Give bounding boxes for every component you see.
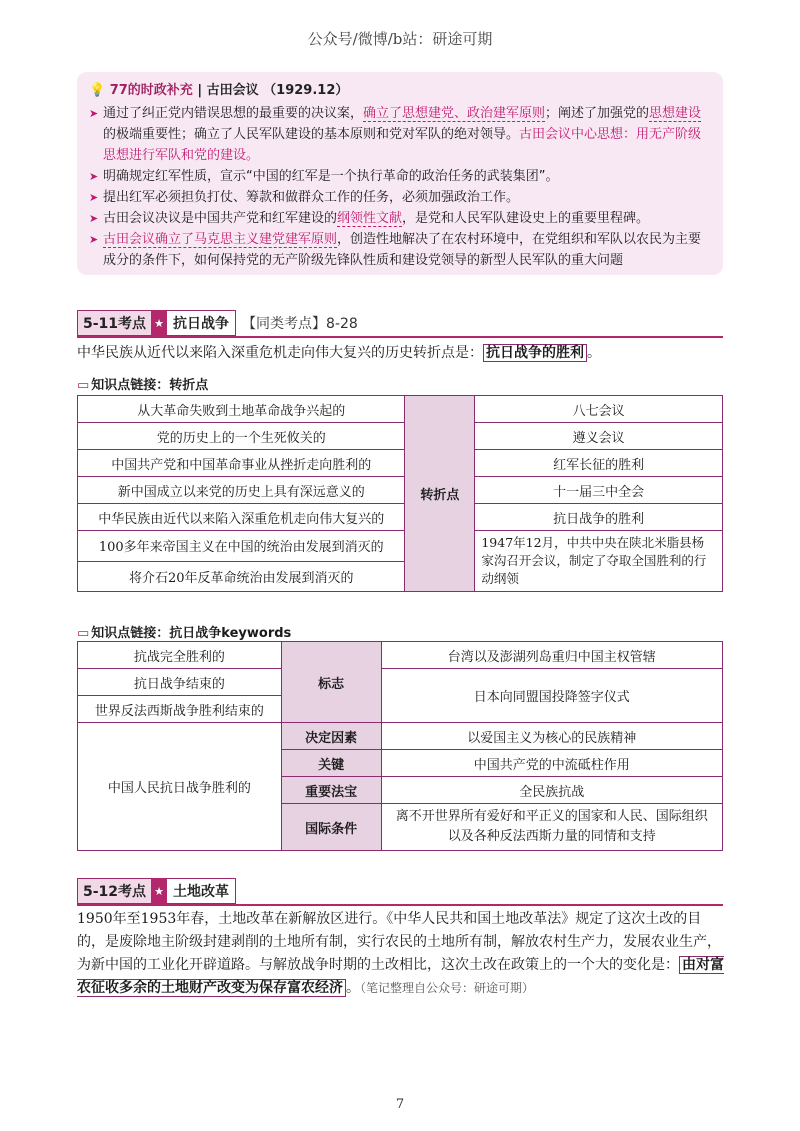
section-divider: [77, 336, 723, 338]
table-cell: 八七会议: [475, 396, 723, 423]
table-cell: 世界反法西斯战争胜利结束的: [78, 696, 282, 723]
similar-points: 【同类考点】8-28: [242, 316, 358, 332]
supplement-item: [89, 208, 711, 229]
section2-text: [77, 908, 727, 1000]
book-icon: ▭: [77, 626, 90, 641]
row-value: 以爱国主义为核心的民族精神: [381, 723, 723, 750]
table-cell: 将介石20年反革命统治由发展到消灭的: [78, 561, 405, 592]
page-header: 公众号/微博/b站：研途可期: [307, 30, 493, 48]
star-icon: ★: [151, 878, 167, 904]
table-cell: 红军长征的胜利: [475, 450, 723, 477]
supplement-tag: 77的时政补充: [109, 83, 193, 98]
row-value: 中国共产党的中流砥柱作用: [381, 750, 723, 777]
supplement-text: 思想建设: [649, 106, 702, 121]
lightbulb-icon: 💡: [89, 83, 106, 98]
turning-point-table: [77, 395, 723, 592]
section1-text-after: 。: [587, 345, 601, 361]
table-cell: 抗日战争结束的: [78, 669, 282, 696]
supplement-text: 通过了纠正党内错误思想的最重要的决议案，: [103, 106, 364, 121]
table-cell: 从大革命失败到土地革命战争兴起的: [78, 396, 405, 423]
section2-after: 。: [346, 980, 360, 996]
table-cell: 遵义会议: [475, 423, 723, 450]
table-cell: 中国共产党和中国革命事业从挫折走向胜利的: [78, 450, 405, 477]
supplement-text: ；阐述了加强党的: [545, 106, 650, 121]
supplement-item: [89, 187, 711, 208]
supplement-item: [89, 166, 711, 187]
section-divider: [77, 904, 723, 906]
page-number: 7: [395, 1097, 405, 1112]
row-key: 重要法宝: [281, 777, 381, 804]
supplement-text: 古田会议中心思想：用无产阶级思想进行军队和党的建设。: [103, 127, 702, 163]
section2-body: 1950年至1953年春，土地改革在新解放区进行。《中华人民共和国土地改革法》规定了这次土改的目的，是废除地主阶级封建剥削的土地所有制，实行农民的土地所有制，解放农村生产力，发展农业生产，为新中国的工业化开辟道路。与解放战争时期的土改相比，这次土改在政策上的一个大的变化是：: [77, 911, 721, 973]
table-cell: 党的历史上的一个生死攸关的: [78, 423, 405, 450]
star-icon: ★: [151, 310, 167, 336]
supplement-text: ，创造性地解决了在农村环境中，在党组织和军队以农民为主要成分的条件下，如何保持党的无产阶级先锋队性质和建设党领导的新型人民军队的重大问题: [103, 232, 702, 268]
supplement-item: [89, 229, 711, 271]
supplement-item: [89, 103, 711, 166]
keywords-table: [77, 641, 723, 851]
book-icon: ▭: [77, 378, 90, 393]
supplement-text: 古田会议确立了马克思主义建党建军原则: [103, 232, 338, 247]
table-cell: 十一届三中全会: [475, 477, 723, 504]
supplement-heading: 古田会议: [206, 83, 259, 98]
boxed-answer: 抗日战争的胜利: [483, 344, 587, 362]
table-cell: 台湾以及澎湖列岛重归中国主权管辖: [381, 642, 723, 669]
supplement-year: （1929.12）: [263, 83, 349, 98]
supplement-list: [89, 103, 711, 271]
link-title-turning-point: [77, 374, 208, 393]
supplement-text: 古田会议决议是中国共产党和红军建设的: [103, 211, 338, 226]
table-cell: 100多年来帝国主义在中国的统治由发展到消灭的: [78, 531, 405, 562]
table-cell: 中国人民抗日战争胜利的: [78, 723, 282, 851]
supplement-text: 提出红军必须担负打仗、筹款和做群众工作的任务，必须加强政治工作。: [103, 190, 520, 205]
row-key: 决定因素: [281, 723, 381, 750]
supplement-text: 纲领性文献: [337, 211, 403, 226]
table-cell: 日本向同盟国投降签字仪式: [381, 669, 723, 723]
section1-text: [77, 342, 727, 364]
boxed-answer: 由对富农征收多余的土地财产改变为保存富农经济: [77, 957, 724, 996]
section-header-5-11: [77, 310, 358, 336]
table-cell: 抗日战争的胜利: [475, 504, 723, 531]
link-title-keywords: [77, 622, 291, 641]
link2-title-text: 知识点链接：抗日战争keywords: [91, 626, 292, 641]
row-key: 关键: [281, 750, 381, 777]
section-number: 5-11考点: [77, 310, 151, 336]
supplement-text: 确立了思想建党、政治建军原则: [363, 106, 546, 121]
section1-text-before: 中华民族从近代以来陷入深重危机走向伟大复兴的历史转折点是：: [77, 345, 483, 361]
table-mid-label: 转折点: [405, 396, 475, 592]
table-cell: 1947年12月，中共中央在陕北米脂县杨家沟召开会议，制定了夺取全国胜利的行动纲领: [475, 531, 723, 592]
link1-title-text: 知识点链接：转折点: [91, 378, 209, 393]
supplement-box: [77, 72, 723, 275]
source-note: （笔记整理自公众号：研途可期）: [360, 981, 535, 995]
section-number: 5-12考点: [77, 878, 151, 904]
row-value: 全民族抗战: [381, 777, 723, 804]
section-header-5-12: [77, 878, 236, 904]
table-cell: 新中国成立以来党的历史上具有深远意义的: [78, 477, 405, 504]
supplement-text: 明确规定红军性质，宣示“中国的红军是一个执行革命的政治任务的武装集团”。: [103, 169, 559, 184]
section-name: 抗日战争: [167, 310, 236, 336]
supplement-text: ，是党和人民军队建设史上的重要里程碑。: [402, 211, 650, 226]
mark-label: 标志: [281, 642, 381, 723]
table-cell: 中华民族由近代以来陷入深重危机走向伟大复兴的: [78, 504, 405, 531]
supplement-text: 的极端重要性；确立了人民军队建设的基本原则和党对军队的绝对领导。: [103, 127, 520, 142]
table-cell: 抗战完全胜利的: [78, 642, 282, 669]
row-key: 国际条件: [281, 804, 381, 851]
supplement-title: 💡 77的时政补充 | 古田会议 （1929.12）: [89, 83, 349, 98]
section-name: 土地改革: [167, 878, 236, 904]
row-value: 离不开世界所有爱好和平正义的国家和人民、国际组织以及各种反法西斯力量的同情和支持: [381, 804, 723, 851]
